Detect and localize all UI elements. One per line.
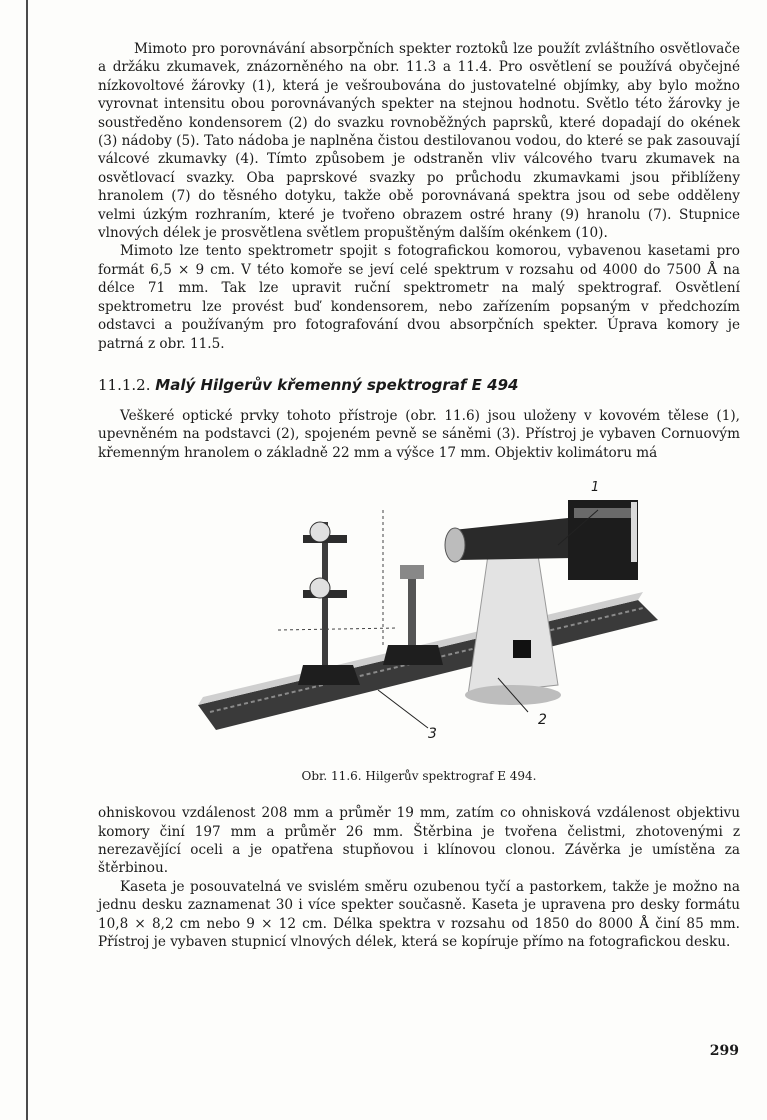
paragraph-ohniskova-vzdalenost: ohniskovou vzdálenost 208 mm a průměr 19 mm, zatím co ohnisková vzdálenost objektivu komory činí 197 mm a průměr 26 mm. Štěrbina je tvořena čelistmi, zhotovenými z nerezavějící oceli a je opatřena stupňovou i klínovou clonou. Závěrka je umístěna za štěrbinou. bbox=[98, 805, 740, 877]
spectrograph-photo bbox=[98, 480, 740, 765]
figure-label-3: 3 bbox=[428, 726, 437, 743]
page-content bbox=[98, 40, 740, 951]
paragraph-osvetlovac: Mimoto pro porovnávání absorpčních spekter roztoků lze použít zvláštního osvětlovače a držáku zkumavek, znázorněného na obr. 11.3 a 11.4. Pro osvětlení se používá obyčejné nízkovoltové žárovky (1), která je vešroubována do justovatelné objímky, aby bylo možno vyrovnat intensitu obou porovnávaných spekter na stejnou hodnotu. Světlo této žárovky je soustředěno kondensorem (2) do svazku rovnoběžných paprsků, které dopadají do okének (3) nádoby (5). Tato nádoba je naplněna čistou destilovanou vodou, do které se pak zasouvají válcové zkumavky (4). Tímto způsobem je odstraněn vliv válcového tvaru zkumavek na osvětlovací svazky. Oba paprskové svazky po průchodu zkumavkami jsou přiblíženy hranolem (7) do těsného dotyku, takže obě porovnávaná spektra jsou od sebe odděleny velmi úzkým rozhraním, které je tvořeno obrazem ostré hrany (9) hranolu (7). Stupnice vlnových délek je prosvětlena světlem propuštěným dalším okénkem (10). bbox=[98, 41, 740, 242]
paragraph-fotograficka-komora: Mimoto lze tento spektrometr spojit s fotografickou komorou, vybavenou kasetami pro formát 6,5 × 9 cm. V této komoře se jeví celé spektrum v rozsahu od 4000 do 7500 Å na délce 71 mm. Tak lze upravit ruční spektrometr na malý spektrograf. Osvětlení spektrometru lze provést buď kondensorem, nebo zařízením popsaným v předchozím odstavci a používaným pro fotografování dvou absorpčních spekter. Úprava komory je patrná z obr. 11.5. bbox=[98, 243, 740, 352]
figure-label-2: 2 bbox=[538, 712, 547, 729]
metal-body bbox=[453, 518, 573, 560]
section-number: 11.1.2. bbox=[98, 375, 151, 394]
paragraph-kaseta: Kaseta je posouvatelná ve svislém směru ozubenou tyčí a pastorkem, takže je možno na jednu desku zaznamenat 30 i více spekter současně. Kaseta je upravena pro desky formátu 10,8 × 8,2 cm nebo 9 × 12 cm. Délka spektra v rozsahu od 1850 do 8000 Å činí 85 mm. Přístroj je vybaven stupnicí vlnových délek, která se kopíruje přímo na fotografickou desku. bbox=[98, 878, 740, 950]
page-number: 299 bbox=[709, 1043, 739, 1059]
slit-holder bbox=[408, 575, 416, 645]
figure-label-1: 1 bbox=[591, 480, 600, 496]
figure-caption: Obr. 11.6. Hilgerův spektrograf E 494. bbox=[301, 769, 537, 784]
paragraph-opticke-prvky: Veškeré optické prvky tohoto přístroje (obr. 11.6) jsou uloženy v kovovém tělese (1), upevněném na podstavci (2), spojeném pevně se sáněmi (3). Přístroj je vybaven Cornuovým křemenným hranolem o základně 22 mm a výšce 17 mm. Objektiv kolimátoru má bbox=[98, 407, 740, 461]
page-edge-line bbox=[26, 0, 28, 1120]
figure-spektrograf bbox=[98, 480, 740, 802]
section-heading bbox=[98, 375, 740, 395]
pedestal bbox=[468, 555, 558, 695]
section-title: Malý Hilgerův křemenný spektrograf E 494 bbox=[155, 375, 519, 394]
